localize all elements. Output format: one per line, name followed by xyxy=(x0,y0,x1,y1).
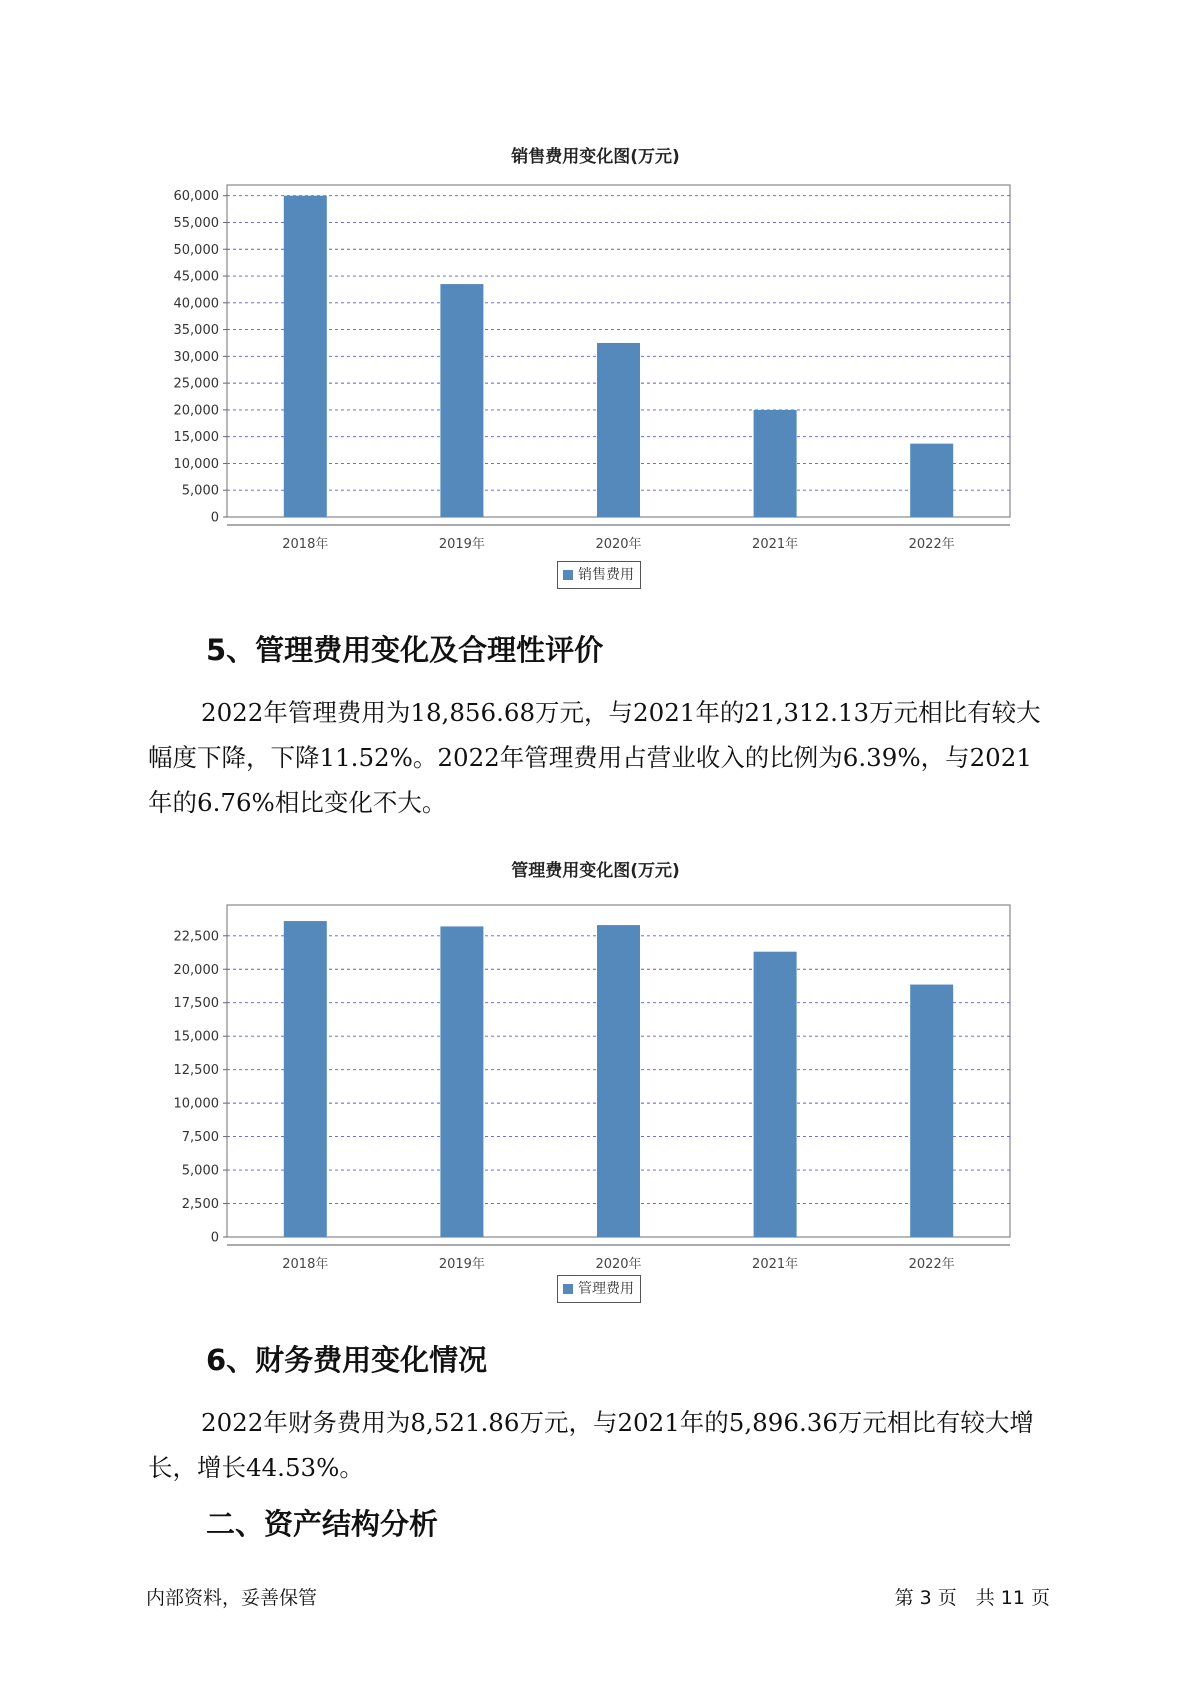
x-tick-label: 2021年 xyxy=(752,1257,799,1272)
legend-swatch-icon xyxy=(563,570,573,580)
y-tick-label: 50,000 xyxy=(173,242,219,258)
bar xyxy=(910,985,953,1237)
y-tick-label: 15,000 xyxy=(173,1029,219,1045)
section-6-paragraph: 2022年财务费用为8,521.86万元，与2021年的5,896.36万元相比有较大增长，增长44.53%。 xyxy=(148,1408,1034,1482)
section-5-heading: 5、管理费用变化及合理性评价 xyxy=(206,633,604,667)
y-tick-label: 12,500 xyxy=(173,1063,219,1079)
bar xyxy=(754,952,797,1237)
y-tick-label: 0 xyxy=(210,510,219,526)
admin-chart-title: 管理费用变化图(万元) xyxy=(511,861,680,881)
x-tick-label: 2019年 xyxy=(438,537,485,552)
y-tick-label: 7,500 xyxy=(181,1130,219,1146)
x-tick-label: 2019年 xyxy=(438,1257,485,1272)
y-tick-label: 30,000 xyxy=(173,349,219,365)
y-tick-label: 5,000 xyxy=(181,1163,219,1179)
admin-chart-legend xyxy=(557,1275,641,1303)
bar xyxy=(597,343,640,517)
y-tick-label: 20,000 xyxy=(173,962,219,978)
legend-label: 管理费用 xyxy=(578,1281,634,1297)
bar xyxy=(910,444,953,517)
x-tick-label: 2018年 xyxy=(282,1257,329,1272)
x-tick-label: 2022年 xyxy=(908,1257,955,1272)
part-2-heading: 二、资产结构分析 xyxy=(206,1507,439,1541)
footer-confidential-note: 内部资料，妥善保管 xyxy=(146,1587,318,1609)
bar xyxy=(284,921,327,1237)
legend-label: 销售费用 xyxy=(578,567,634,583)
x-tick-label: 2020年 xyxy=(595,537,642,552)
x-tick-label: 2022年 xyxy=(908,537,955,552)
legend-swatch-icon xyxy=(563,1284,573,1294)
y-tick-label: 25,000 xyxy=(173,376,219,392)
y-tick-label: 0 xyxy=(210,1230,219,1246)
bar xyxy=(440,926,483,1237)
x-tick-label: 2021年 xyxy=(752,537,799,552)
y-tick-label: 60,000 xyxy=(173,189,219,205)
section-5-paragraph: 2022年管理费用为18,856.68万元，与2021年的21,312.13万元相比有较大幅度下降，下降11.52%。2022年管理费用占营业收入的比例为6.39%，与2021年的6.76%相比变化不大。 xyxy=(148,698,1041,817)
admin-expense-chart xyxy=(0,880,1191,1280)
footer-page-number: 第 3 页 共 11 页 xyxy=(894,1587,1050,1609)
y-tick-label: 10,000 xyxy=(173,456,219,472)
y-tick-label: 17,500 xyxy=(173,996,219,1012)
sales-expense-chart xyxy=(0,160,1191,560)
bar xyxy=(440,284,483,517)
y-tick-label: 15,000 xyxy=(173,430,219,446)
sales-chart-title: 销售费用变化图(万元) xyxy=(511,147,680,167)
y-tick-label: 5,000 xyxy=(181,483,219,499)
y-tick-label: 20,000 xyxy=(173,403,219,419)
sales-chart-legend xyxy=(557,561,641,589)
y-tick-label: 55,000 xyxy=(173,215,219,231)
section-6-heading: 6、财务费用变化情况 xyxy=(206,1343,488,1377)
x-tick-label: 2018年 xyxy=(282,537,329,552)
y-tick-label: 35,000 xyxy=(173,323,219,339)
y-tick-label: 40,000 xyxy=(173,296,219,312)
bar xyxy=(284,196,327,517)
bar xyxy=(597,925,640,1237)
y-tick-label: 2,500 xyxy=(181,1197,219,1213)
x-tick-label: 2020年 xyxy=(595,1257,642,1272)
y-tick-label: 10,000 xyxy=(173,1096,219,1112)
y-tick-label: 22,500 xyxy=(173,929,219,945)
bar xyxy=(754,410,797,517)
y-tick-label: 45,000 xyxy=(173,269,219,285)
